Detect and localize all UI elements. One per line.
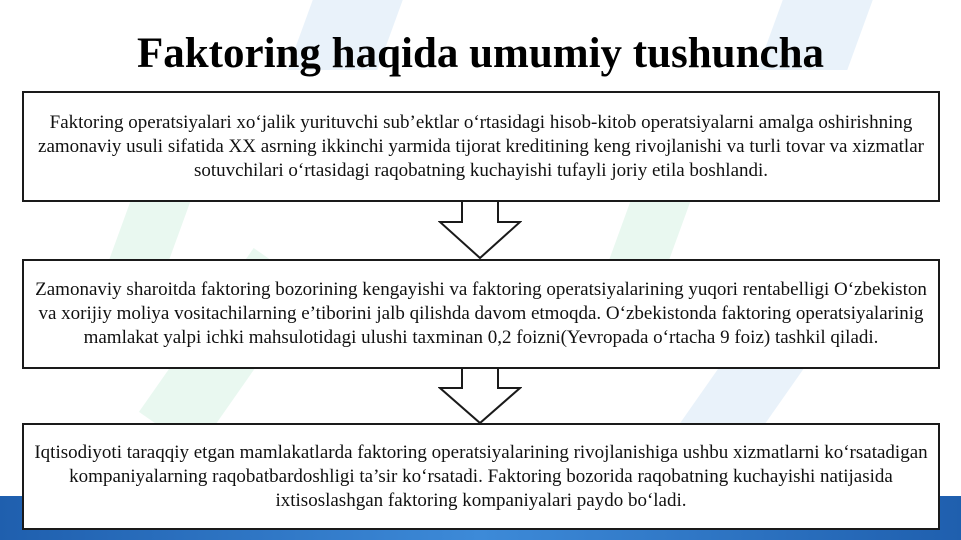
slide-title: Faktoring haqida umumiy tushuncha (136, 30, 824, 77)
text-box-3 (22, 423, 940, 530)
down-arrow-icon (438, 200, 522, 260)
text-box-1-text: Faktoring operatsiyalari xo‘jalik yurituvchi sub’ektlar o‘rtasidagi hisob-kitob operatsiyalarni amalga oshirishning zamonaviy usuli sifatida XX asrning ikkinchi yarmida tijorat kreditining keng rivojlanishi va turli tovar va xizmatlar sotuvchilari o‘rtasidagi raqobatning kuchayishi tufayli joriy etila boshlandi. (38, 111, 924, 181)
text-box-2 (22, 259, 940, 369)
text-box-1 (22, 91, 940, 202)
text-box-3-text: Iqtisodiyoti taraqqiy etgan mamlakatlarda faktoring operatsiyalarining rivojlanishiga ushbu xizmatlarni ko‘rsatadigan kompaniyalarning raqobatbardoshligi ta’sir ko‘rsatadi. Faktoring bozorida raqobatning kuchayishi natijasida ixtisoslashgan faktoring kompaniyalari paydo bo‘ladi. (34, 441, 928, 511)
text-box-2-text: Zamonaviy sharoitda faktoring bozorining kengayishi va faktoring operatsiyalarining yuqori rentabelligi O‘zbekiston va xorijiy moliya vositachilarning e’tiborini jalb qilishda davom etmoqda. O‘zbekistonda faktoring operatsiyalarinig mamlakat yalpi ichki mahsulotidagi ulushi taxminan 0,2 foizni(Yevropada o‘rtacha 9 foiz) tashkil qiladi. (35, 279, 927, 348)
down-arrow-icon (438, 367, 522, 425)
